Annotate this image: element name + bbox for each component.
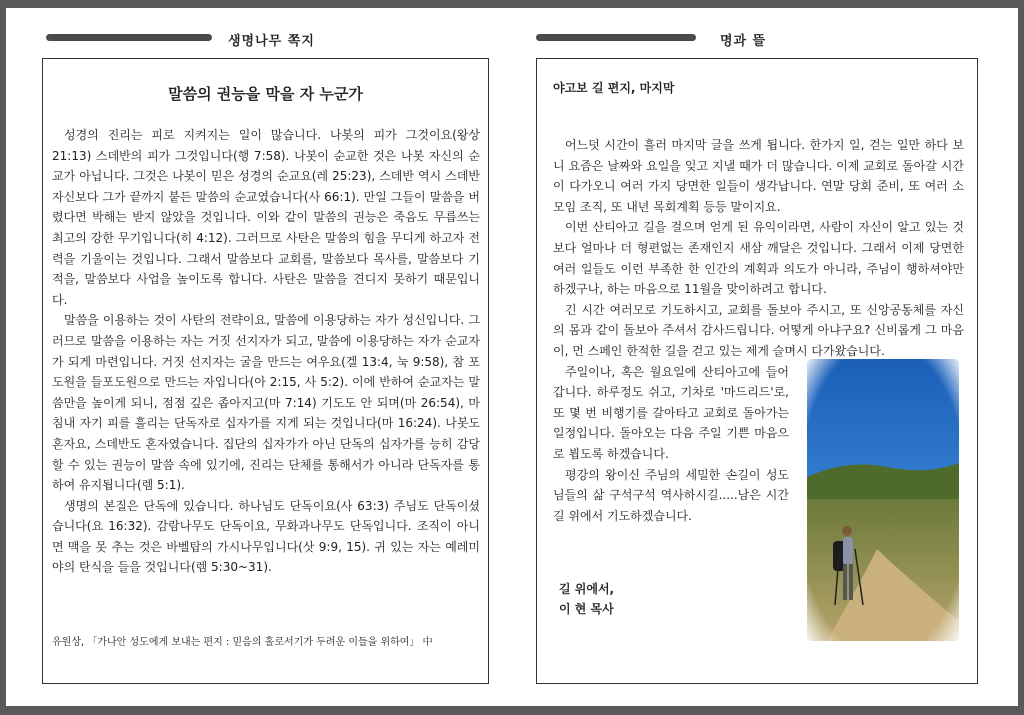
left-paragraph: 생명의 본질은 단독에 있습니다. 하나님도 단독이요(사 63:3) 주님도 단독이셨습니다(요 16:32). 감람나무도 단독이요, 무화과나무도 단독입니다. 조직이 아니면 맥을 못 추는 것은 바벨탑의 가시나무입니다(삿 9:9, 15). 귀 있는 자는 예레미야의 탄식을 들을 것입니다(렘 5:30~31).	[52, 498, 480, 575]
left-article-title: 말씀의 권능을 막을 자 누군가	[168, 85, 363, 103]
left-article-box	[42, 58, 489, 684]
left-header-title: 생명나무 쪽지	[228, 34, 315, 49]
right-paragraph: 긴 시간 여러모로 기도하시고, 교회를 돌보아 주시고, 또 신앙공동체를 자신의 몸과 같이 돌보아 주셔서 감사드립니다. 어떻게 아냐구요? 신비롭게 그 마음이, 먼 스페인 한적한 길을 걷고 있는 제게 슬며시 다가왔습니다.	[553, 302, 964, 358]
signature-line-1: 길 위에서,	[559, 582, 615, 596]
newsletter-page	[6, 8, 1018, 706]
camino-hiker-photo	[807, 359, 959, 641]
right-article-title: 야고보 길 편지, 마지막	[553, 81, 675, 95]
right-paragraph: 주일이나, 혹은 월요일에 산티아고에 들어갑니다. 하루정도 쉬고, 기차로 '마드리드'로, 또 몇 번 비행기를 갈아타고 교회로 돌아가는 일정입니다. 돌아오는 다음 주일 기쁜 마음으로 뵙도록 하겠습니다.	[553, 364, 789, 461]
right-article-box	[536, 58, 978, 684]
left-article-body	[52, 125, 480, 578]
signature-block	[559, 579, 614, 619]
right-paragraph: 평강의 왕이신 주님의 세밀한 손길이 성도님들의 삶 구석구석 역사하시길.....남은 시간 길 위에서 기도하겠습니다.	[553, 467, 789, 523]
left-paragraph: 말씀을 이용하는 것이 사탄의 전략이요, 말씀에 이용당하는 자가 성신입니다. 그러므로 말씀을 이용하는 자는 거짓 선지자가 되고, 말씀에 이용당하는 자가 순교자가 되게 마련입니다. 거짓 선지자는 굴을 만드는 여우요(겔 13:4, 눅 9:58), 참 포도원을 들포도원으로 만드는 자입니다(아 2:15, 사 5:2). 이에 반하여 순교자는 말씀만을 높이게 되니, 점점 깊은 좁아지고(마 7:14) 기도도 안 되며(마 26:54), 마침내 자기 피를 흘리는 단독자로 십자가를 지게 되는 것입니다(마 16:24). 나봇도 혼자요, 스데반도 혼자였습니다. 집단의 십자가가 아닌 단독의 십자가를 능히 감당할 수 있는 권능이 말씀 속에 있기에, 진리는 단체를 통해서가 아니라 단독자를 통하여 유지됩니다(렘 5:1).	[52, 313, 480, 493]
signature-line-2: 이 현 목사	[559, 602, 614, 616]
left-article-source: 유원상, 「가나안 성도에게 보내는 편지 : 믿음의 홀로서기가 두려운 이들을 위하여」 中	[52, 637, 433, 648]
left-paragraph: 성경의 진리는 피로 지켜지는 일이 많습니다. 나봇의 피가 그것이요(왕상 21:13) 스데반의 피가 그것입니다(행 7:58). 나봇이 순교한 것은 나봇 자신의 순교가 아닙니다. 그것은 나봇이 믿은 성경의 순교요(레 25:23), 스데반 역시 스데반 자신보다 그가 끝까지 붙든 말씀의 순교였습니다(사 66:1). 만일 그들이 말씀을 버렸다면 박해는 받지 않았을 것입니다. 이와 같이 말씀의 권능은 죽음도 무릅쓰는 최고의 강한 무기입니다(히 4:12). 그러므로 사탄은 말씀의 힘을 무디게 하고자 전력을 기울이는 것입니다. 그래서 말씀보다 교회를, 말씀보다 목사를, 말씀보다 기적을, 말씀보다 사업을 높이도록 합니다. 사탄은 말씀을 견디지 못하기 때문입니다.	[52, 128, 480, 307]
right-header-bar	[536, 34, 696, 41]
right-paragraph: 어느덧 시간이 흘러 마지막 글을 쓰게 됩니다. 한가지 일, 걷는 일만 하다 보니 요즘은 날짜와 요일을 잊고 지낼 때가 더 많습니다. 이제 교회로 돌아갈 시간이 다가오니 여러 가지 당면한 일들이 생각납니다. 연말 당회 준비, 또 여러 소모임 조직, 또 내년 목회계획 등등 말이지요.	[553, 138, 964, 214]
hiker-photo-image	[807, 359, 959, 641]
right-header-title: 명과 뜰	[720, 34, 767, 49]
left-header-bar	[46, 34, 212, 41]
right-paragraph: 이번 산티아고 길을 걸으며 얻게 된 유익이라면, 사람이 자신이 알고 있는 것보다 얼마나 더 형편없는 존재인지 새삼 깨달은 것입니다. 그래서 이제 당면한 여러 일들도 이런 부족한 한 인간의 계획과 의도가 아니라, 주님이 행하셔야만 하겠구나, 하는 마음으로 11월을 맞이하려고 합니다.	[553, 220, 964, 297]
